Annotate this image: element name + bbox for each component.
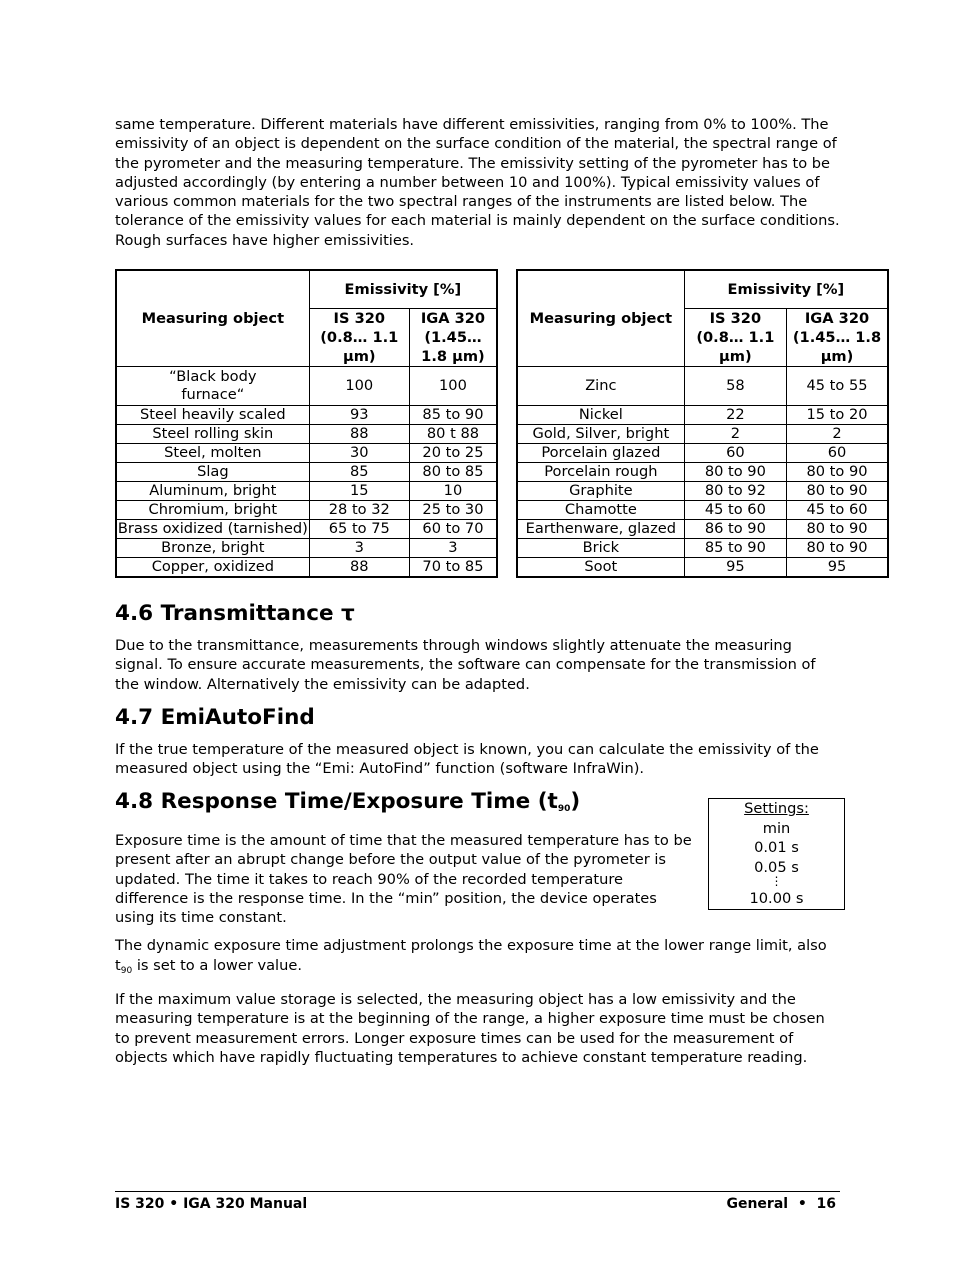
cell-iga: 2 — [787, 425, 888, 444]
table-row — [116, 444, 497, 463]
section-body-response-p1: Exposure time is the amount of time that the measured temperature has to be present after an abrupt change before the output value of the pyrometer is updated. The time it takes to reach 90% of the recorded temperature difference is the response time. In the “min” position, the device operates using its time constant. — [115, 832, 692, 927]
cell-iga: 70 to 85 — [409, 558, 497, 578]
cell-is: 80 to 92 — [684, 482, 786, 501]
cell-is: 85 to 90 — [684, 539, 786, 558]
cell-iga: 3 — [409, 539, 497, 558]
header-measuring-object: Measuring object — [116, 270, 309, 367]
cell-iga: 60 to 70 — [409, 520, 497, 539]
cell-object: Porcelain rough — [517, 463, 684, 482]
cell-iga: 10 — [409, 482, 497, 501]
table-row — [116, 520, 497, 539]
table-row — [116, 482, 497, 501]
footer-manual-title: IS 320 • IGA 320 Manual — [115, 1196, 308, 1212]
cell-is: 15 — [309, 482, 409, 501]
cell-is: 80 to 90 — [684, 463, 786, 482]
cell-object: “Black body furnace“ — [116, 367, 309, 406]
cell-iga: 95 — [787, 558, 888, 578]
cell-object: Chromium, bright — [116, 501, 309, 520]
emissivity-table-left — [115, 269, 498, 578]
cell-iga: 80 to 90 — [787, 520, 888, 539]
table-row — [116, 539, 497, 558]
cell-object: Steel, molten — [116, 444, 309, 463]
table-row — [517, 501, 888, 520]
cell-object: Soot — [517, 558, 684, 578]
cell-is: 95 — [684, 558, 786, 578]
footer-page-number: General • 16 — [726, 1196, 836, 1212]
table-row — [517, 539, 888, 558]
section-body-transmittance: Due to the transmittance, measurements through windows slightly attenuate the measuring signal. To ensure accurate measurements, the software can compensate for the transmission of the window. Alternatively the emissivity can be adapted. — [115, 637, 816, 693]
cell-object: Chamotte — [517, 501, 684, 520]
section-title-transmittance: 4.6 Transmittance τ — [115, 601, 355, 626]
cell-is: 30 — [309, 444, 409, 463]
intro-paragraph: same temperature. Different materials have different emissivities, ranging from 0% to 100%. The emissivity of an object is dependent on the surface condition of the material, the spectral range of the pyrometer and the measuring temperature. The emissivity setting of the pyrometer has to be adjusted accordingly (by entering a number between 10 and 100%). Typical emissivity values of various common materials for the two spectral ranges of the instruments are listed below. The tolerance of the emissivity values for each material is mainly dependent on the surface conditions. Rough surfaces have higher emissivities. — [115, 116, 840, 249]
intro-block — [115, 112, 840, 250]
section-body-emiautofind: If the true temperature of the measured object is known, you can calculate the emissivity of the measured object using the “Emi: AutoFind” function (software InfraWin). — [115, 741, 819, 778]
cell-iga: 80 to 85 — [409, 463, 497, 482]
cell-iga: 20 to 25 — [409, 444, 497, 463]
cell-is: 88 — [309, 558, 409, 578]
table-row — [116, 367, 497, 406]
cell-is: 60 — [684, 444, 786, 463]
cell-iga: 85 to 90 — [409, 406, 497, 425]
cell-iga: 25 to 30 — [409, 501, 497, 520]
cell-is: 88 — [309, 425, 409, 444]
cell-object: Steel rolling skin — [116, 425, 309, 444]
cell-object: Graphite — [517, 482, 684, 501]
cell-object: Brass oxidized (tarnished) — [117, 520, 308, 537]
settings-item-last: 10.00 s — [749, 890, 804, 907]
header-measuring-object: Measuring object — [517, 270, 684, 367]
emissivity-tables — [115, 269, 889, 591]
cell-iga: 15 to 20 — [787, 406, 888, 425]
table-row — [116, 425, 497, 444]
header-emissivity: Emissivity [%] — [684, 270, 888, 309]
table-row — [517, 406, 888, 425]
settings-box — [708, 798, 845, 910]
section-4-6 — [115, 601, 840, 694]
cell-is: 45 to 60 — [684, 501, 786, 520]
cell-is: 3 — [309, 539, 409, 558]
cell-object: Earthenware, glazed — [517, 520, 684, 539]
section-body-response-p2: The dynamic exposure time adjustment prolongs the exposure time at the lower range limit, also $t_{90}$ is set to a lower value. — [115, 937, 827, 976]
section-body-response-p3: If the maximum value storage is selected, the measuring object has a low emissivity and the measuring temperature is at the beginning of the range, a higher exposure time must be chosen to prevent measurement errors. Longer exposure times can be used for the measurement of objects which have rapidly fluctuating temperatures to achieve constant temperature reading. — [115, 991, 825, 1066]
table-row — [116, 463, 497, 482]
cell-object: Brick — [517, 539, 684, 558]
cell-object: Zinc — [517, 367, 684, 406]
table-row — [517, 482, 888, 501]
cell-object: Copper, oxidized — [116, 558, 309, 578]
cell-object: Slag — [116, 463, 309, 482]
page-footer — [115, 1191, 840, 1212]
cell-is: 65 to 75 — [309, 520, 409, 539]
settings-item: min — [762, 819, 791, 837]
cell-object: Bronze, bright — [116, 539, 309, 558]
cell-is: 22 — [684, 406, 786, 425]
table-row — [517, 463, 888, 482]
table-row — [517, 444, 888, 463]
cell-iga: 80 to 90 — [787, 539, 888, 558]
cell-object: Gold, Silver, bright — [517, 425, 684, 444]
cell-object: Porcelain glazed — [517, 444, 684, 463]
table-row — [517, 367, 888, 406]
cell-is: 85 — [309, 463, 409, 482]
cell-iga: 100 — [409, 367, 497, 406]
table-row — [116, 406, 497, 425]
cell-iga: 80 to 90 — [787, 482, 888, 501]
table-row — [517, 558, 888, 578]
cell-object: Steel heavily scaled — [116, 406, 309, 425]
settings-title: Settings: — [744, 800, 809, 817]
section-4-7 — [115, 705, 840, 779]
cell-iga: 80 to 90 — [787, 463, 888, 482]
header-iga320: IGA 320 (1.45… 1.8 µm) — [409, 309, 497, 367]
table-body-left — [116, 367, 497, 578]
settings-item: 0.01 s — [754, 839, 799, 856]
cell-object: Aluminum, bright — [116, 482, 309, 501]
cell-is: 93 — [309, 406, 409, 425]
header-emissivity: Emissivity [%] — [309, 270, 497, 309]
table-row — [116, 558, 497, 578]
cell-is: 100 — [309, 367, 409, 406]
cell-is: 28 to 32 — [309, 501, 409, 520]
cell-is: 86 to 90 — [684, 520, 786, 539]
table-row — [517, 425, 888, 444]
cell-iga: 45 to 60 — [787, 501, 888, 520]
section-title-response-time: 4.8 Response Time/Exposure Time $(t_{90})$ — [115, 789, 581, 814]
table-row — [517, 520, 888, 539]
cell-iga: 80 t 88 — [409, 425, 497, 444]
table-row — [116, 501, 497, 520]
settings-item: 0.05 s — [754, 858, 799, 876]
emissivity-table-right — [516, 269, 889, 578]
header-is320: IS 320 (0.8… 1.1 µm) — [684, 309, 786, 367]
cell-is: 2 — [684, 425, 786, 444]
cell-is: 58 — [684, 367, 786, 406]
table-body-right — [517, 367, 888, 578]
settings-ellipsis: ⋮ — [770, 874, 783, 888]
cell-object: Nickel — [517, 406, 684, 425]
section-title-emiautofind: 4.7 EmiAutoFind — [115, 705, 315, 730]
cell-iga: 45 to 55 — [787, 367, 888, 406]
header-iga320: IGA 320 (1.45… 1.8 µm) — [787, 309, 888, 367]
header-is320: IS 320 (0.8… 1.1 µm) — [309, 309, 409, 367]
cell-iga: 60 — [787, 444, 888, 463]
